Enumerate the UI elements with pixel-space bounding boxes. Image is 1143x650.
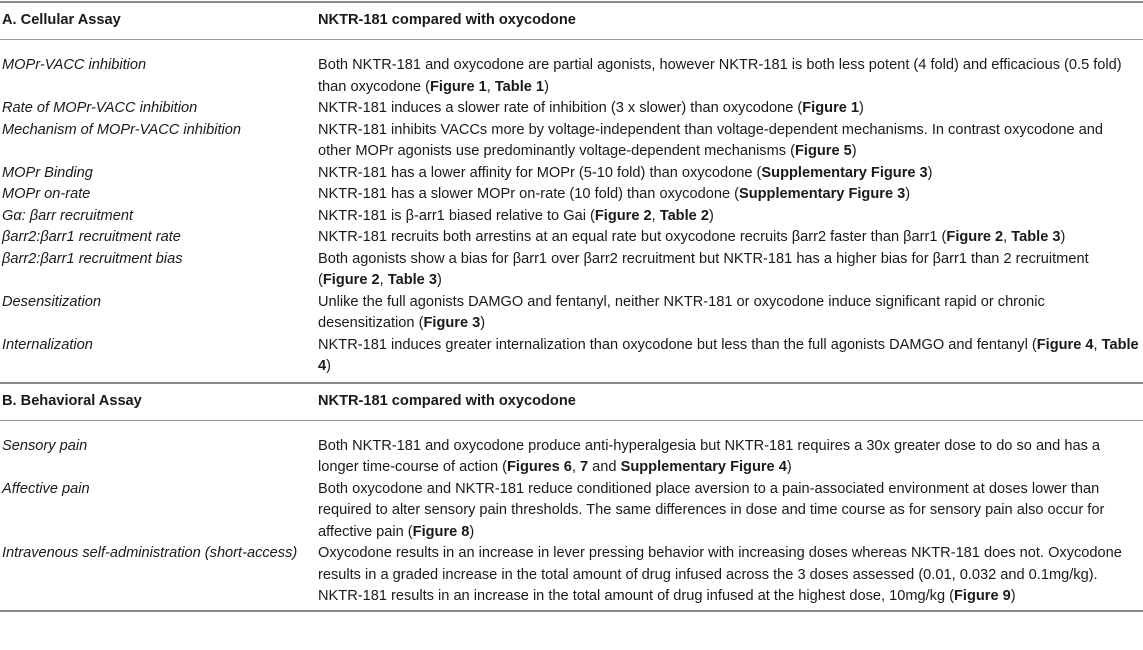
table-row <box>0 120 1143 163</box>
figure-reference: Table 2 <box>659 207 709 224</box>
row-description <box>318 227 1143 249</box>
description-text: , <box>571 459 580 475</box>
figure-reference: Table 1 <box>494 78 545 95</box>
description-text: Both agonists show a bias for βarr1 over βarr2 recruitment but NKTR-181 has a higher bias for βarr1 than 2 recruitment ( <box>318 250 1089 288</box>
description-text: ) <box>326 358 331 374</box>
row-label: Internalization <box>2 336 93 353</box>
description-text: ) <box>469 523 475 540</box>
description-text: ) <box>1010 588 1016 604</box>
figure-reference: Figure 5 <box>794 143 852 159</box>
row-description <box>318 249 1143 292</box>
description-text: NKTR-181 recruits both arrestins at an equal rate but oxycodone recruits βarr2 faster than βarr1 ( <box>318 229 947 245</box>
table-row <box>0 98 1143 120</box>
row-description <box>318 98 1143 120</box>
section-body <box>0 40 1143 382</box>
description-text: ) <box>436 272 442 288</box>
table-row <box>0 227 1143 249</box>
description-text: ) <box>905 186 911 202</box>
row-label: Intravenous self-administration (short-access) <box>2 545 298 561</box>
figure-reference: Figure 2 <box>594 207 652 224</box>
figure-reference: Figure 9 <box>954 588 1011 604</box>
figure-reference: Table 3 <box>387 272 437 288</box>
description-text: NKTR-181 induces a slower rate of inhibition (3 x slower) than oxycodone ( <box>318 100 803 116</box>
section-label: A. Cellular Assay <box>2 12 121 29</box>
section-heading: NKTR-181 compared with oxycodone <box>318 392 576 409</box>
description-text: ) <box>708 207 714 224</box>
description-text: ) <box>859 100 864 116</box>
description-text: ) <box>786 459 792 475</box>
description-text: ) <box>480 315 486 331</box>
row-description <box>318 335 1143 378</box>
figure-reference: Figure 4 <box>1036 336 1094 353</box>
description-text: , <box>486 78 495 95</box>
description-text: NKTR-181 is β-arr1 biased relative to Gai ( <box>318 207 595 224</box>
row-label: Affective pain <box>2 480 90 497</box>
description-text: ) <box>927 164 933 181</box>
description-text: Both oxycodone and NKTR-181 reduce conditioned place aversion to a pain-associated environment at doses lower than required to alter sensory pain thresholds. The same differences in dose and time course as for sensory pain also occur for affective pain ( <box>318 480 1105 540</box>
comparison-table <box>0 1 1143 612</box>
description-text: NKTR-181 has a lower affinity for MOPr (5-10 fold) than oxycodone ( <box>318 164 762 181</box>
table-row <box>0 436 1143 479</box>
row-description <box>318 206 1143 228</box>
table-row <box>0 163 1143 185</box>
row-label: MOPr Binding <box>2 164 93 181</box>
figure-reference: Figure 1 <box>429 78 487 95</box>
section-body <box>0 421 1143 610</box>
description-text: Unlike the full agonists DAMGO and fentanyl, neither NKTR-181 or oxycodone induce significant rapid or chronic desensitization ( <box>318 293 1045 331</box>
section-header <box>0 3 1143 40</box>
figure-reference: Table 3 <box>1011 229 1061 245</box>
section-behavioral-assay <box>0 382 1143 610</box>
description-text: , <box>1003 229 1012 245</box>
row-description <box>318 436 1143 479</box>
figure-reference: Figure 2 <box>322 272 380 288</box>
table-row <box>0 55 1143 98</box>
table-row <box>0 249 1143 292</box>
table-row <box>0 206 1143 228</box>
description-text: and <box>588 459 621 475</box>
row-label: Rate of MOPr-VACC inhibition <box>2 100 198 116</box>
row-label: βarr2:βarr1 recruitment bias <box>2 250 183 267</box>
section-header <box>0 384 1143 421</box>
row-description <box>318 292 1143 335</box>
row-label: Desensitization <box>2 293 101 310</box>
table-bottom-rule <box>0 610 1143 612</box>
table-row <box>0 184 1143 206</box>
figure-reference: Supplementary Figure 3 <box>761 164 928 181</box>
table-row <box>0 335 1143 378</box>
figure-reference: Figures 6 <box>507 459 572 475</box>
row-description <box>318 120 1143 163</box>
description-text: , <box>1093 336 1102 353</box>
row-label: Mechanism of MOPr-VACC inhibition <box>2 121 241 138</box>
description-text: , <box>379 272 388 288</box>
section-label: B. Behavioral Assay <box>2 392 142 409</box>
figure-reference: 7 <box>580 459 589 475</box>
description-text: , <box>651 207 660 224</box>
row-description <box>318 479 1143 544</box>
row-description <box>318 543 1143 608</box>
description-text: Oxycodone results in an increase in lever pressing behavior with increasing doses whereas NKTR-181 does not. Oxycodone results in a graded increase in the total amount of drug infused across the 3 doses assessed (0.01, 0.032 and 0.1mg/kg). NKTR-181 results in an increase in the total amount of drug infused at the highest dose, 10mg/kg ( <box>318 545 1122 604</box>
description-text: Both NKTR-181 and oxycodone produce anti-hyperalgesia but NKTR-181 requires a 30x greater dose to do so and has a longer time-course of action ( <box>318 437 1101 475</box>
figure-reference: Table 4 <box>318 336 1139 374</box>
row-description <box>318 184 1143 206</box>
row-label: βarr2:βarr1 recruitment rate <box>2 229 181 245</box>
description-text: Both NKTR-181 and oxycodone are partial agonists, however NKTR-181 is both less potent (4 fold) and efficacious (0.5 fold) than oxycodone ( <box>318 57 1122 95</box>
description-text: ) <box>544 78 549 95</box>
figure-reference: Figure 8 <box>412 523 470 540</box>
section-cellular-assay <box>0 1 1143 382</box>
section-heading: NKTR-181 compared with oxycodone <box>318 12 576 29</box>
table-row <box>0 543 1143 608</box>
row-label: Gα: βarr recruitment <box>2 207 134 224</box>
description-text: NKTR-181 has a slower MOPr on-rate (10 fold) than oxycodone ( <box>318 186 739 202</box>
description-text: NKTR-181 inhibits VACCs more by voltage-independent than voltage-dependent mechanisms. In contrast oxycodone and other MOPr agonists use predominantly voltage-dependent mechanisms ( <box>318 121 1103 159</box>
row-label: MOPr-VACC inhibition <box>2 57 147 73</box>
description-text: ) <box>1060 229 1066 245</box>
row-label: Sensory pain <box>2 437 88 454</box>
row-description <box>318 55 1143 98</box>
figure-reference: Figure 3 <box>423 315 481 331</box>
description-text: NKTR-181 induces greater internalization than oxycodone but less than the full agonists DAMGO and fentanyl ( <box>318 336 1037 353</box>
figure-reference: Supplementary Figure 4 <box>620 459 787 475</box>
row-description <box>318 163 1143 185</box>
figure-reference: Figure 1 <box>802 100 860 116</box>
table-row <box>0 479 1143 544</box>
row-label: MOPr on-rate <box>2 186 91 202</box>
table-row <box>0 292 1143 335</box>
description-text: ) <box>851 143 857 159</box>
figure-reference: Figure 2 <box>946 229 1004 245</box>
figure-reference: Supplementary Figure 3 <box>738 186 906 202</box>
